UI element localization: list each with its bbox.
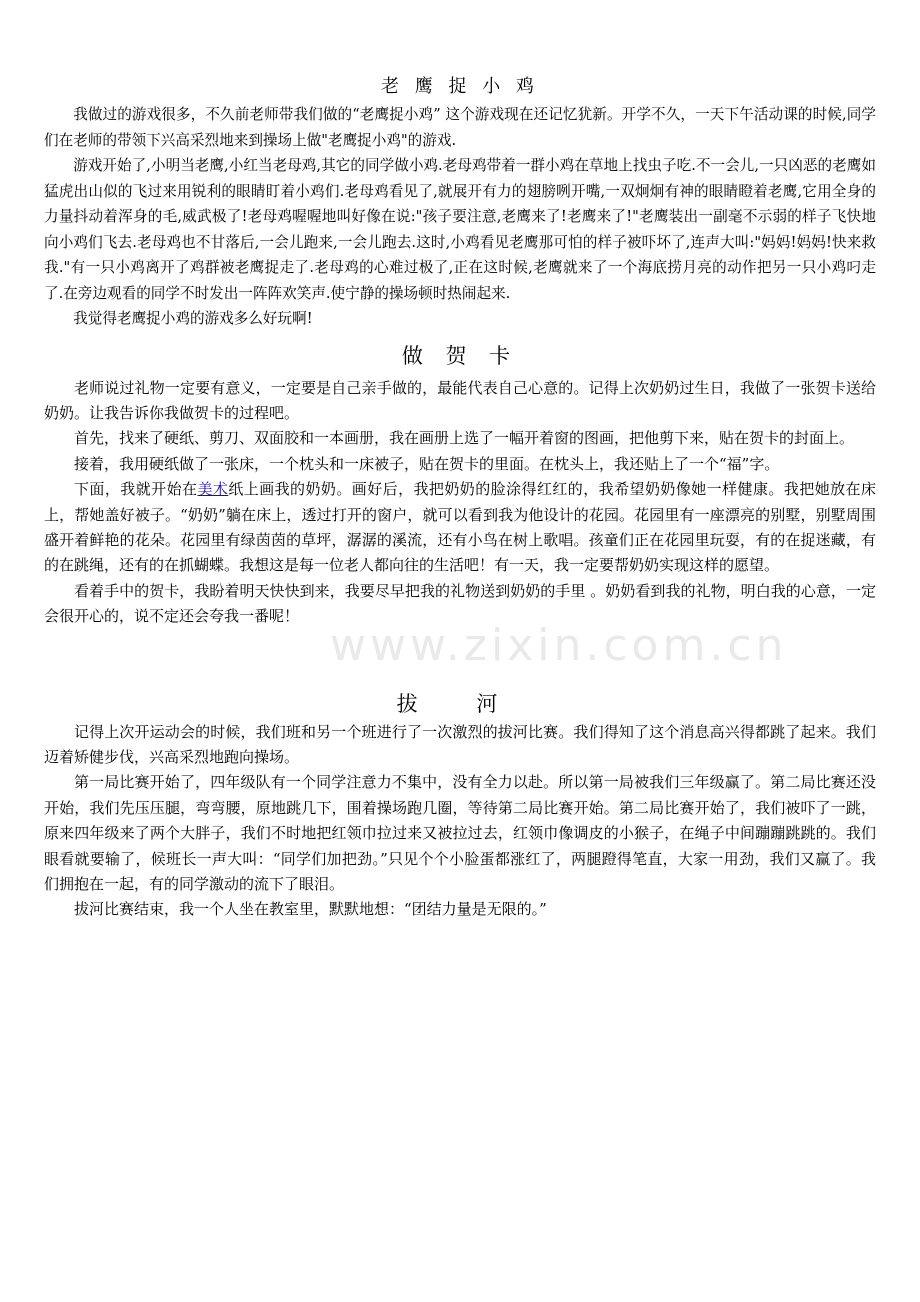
- essay-eagle-catches-chicks: [44, 72, 876, 332]
- watermark: www.zixin.com.cn: [330, 620, 788, 671]
- paragraph: 第一局比赛开始了，四年级队有一个同学注意力不集中，没有全力以赴。所以第一局被我们三年级赢了。第二局比赛还没开始，我们先压压腿，弯弯腰，原地跳几下，围着操场跑几圈，等待第二局比赛开始。第二局比赛开始了，我们被吓了一跳，原来四年级来了两个大胖子，我们不时地把红领巾拉过来又被拉过去，红领巾像调皮的小猴子，在绳子中间蹦蹦跳跳的。我们眼看就要输了，候班长一声大叫：“同学们加把劲。”只见个个小脸蛋都涨红了，两腿蹬得笔直，大家一用劲，我们又赢了。我们拥抱在一起，有的同学激动的流下了眼泪。: [44, 773, 876, 893]
- paragraph: 首先，找来了硬纸、剪刀、双面胶和一本画册，我在画册上选了一幅开着窗的图画，把他剪下来，贴在贺卡的封面上。: [74, 429, 855, 448]
- paragraph: 看着手中的贺卡，我盼着明天快快到来，我要尽早把我的礼物送到奶奶的手里 。奶奶看到我的礼物，明白我的心意，一定会很开心的，说不定还会夸我一番呢！: [44, 581, 876, 626]
- paragraph-text: 纸上画我的奶奶。画好后，我把奶奶的脸涂得红红的，我希望奶奶像她一样健康。我把她放在床上，帮她盖好被子。“奶奶”躺在床上，透过打开的窗户，就可以看到我为他设计的花园。花园里有一座漂亮的别墅，别墅周围盛开着鲜艳的花朵。花园里有绿茵茵的草坪，潺潺的溪流，还有小鸟在树上歌唱。孩童们正在花园里玩耍，有的在捉迷藏，有的在跳绳，还有的在抓蝴蝶。我想这是每一位老人都向往的生活吧！有一天，我一定要帮奶奶实现这样的愿望。: [44, 480, 876, 575]
- paragraph: 老师说过礼物一定要有意义，一定要是自己亲手做的，最能代表自己心意的。记得上次奶奶过生日，我做了一张贺卡送给奶奶。让我告诉你我做贺卡的过程吧。: [44, 378, 876, 422]
- essay-tug-of-war: [44, 688, 876, 923]
- paragraph: 记得上次开运动会的时候，我们班和另一个班进行了一次激烈的拔河比赛。我们得知了这个消息高兴得都跳了起来。我们迈着矫健步伐，兴高采烈地跑向操场。: [44, 722, 876, 766]
- document-body: [44, 72, 876, 923]
- essay-title: 拔 河: [396, 691, 524, 716]
- paragraph: 接着，我用硬纸做了一张床，一个枕头和一床被子，贴在贺卡的里面。在枕头上，我还贴上了一个“福”字。: [74, 454, 780, 473]
- essay-title: 做 贺 卡: [401, 343, 519, 368]
- paragraph: 我做过的游戏很多，不久前老师带我们做的“老鹰捉小鸡” 这个游戏现在还记忆犹新。开学不久，一天下午活动课的时候,同学们在老师的带领下兴高采烈地来到操场上做"老鹰捉小鸡"的游戏.: [44, 106, 876, 149]
- essay-greeting-card: [44, 340, 876, 630]
- paragraph-text: 下面，我就开始在: [74, 480, 198, 499]
- paragraph: [44, 477, 876, 579]
- essay-title: 老 鹰 捉 小 鸡: [381, 76, 539, 97]
- paragraph: 拔河比赛结束，我一个人坐在教室里，默默地想：“团结力量是无限的。”: [74, 900, 547, 919]
- paragraph: 我觉得老鹰捉小鸡的游戏多么好玩啊!: [73, 310, 313, 327]
- paragraph: 游戏开始了,小明当老鹰,小红当老母鸡,其它的同学做小鸡.老母鸡带着一群小鸡在草地上找虫子吃.不一会儿,一只凶恶的老鹰如猛虎出山似的飞过来用锐利的眼睛盯着小鸡们.老母鸡看见了,就展开有力的翅膀咧开嘴,一双炯炯有神的眼睛瞪着老鹰,它用全身的力量抖动着浑身的毛,威武极了!老母鸡喔喔地叫好像在说:"孩子要注意,老鹰来了!老鹰来了!"老鹰装出一副毫不示弱的样子飞快地向小鸡们飞去.老母鸡也不甘落后,一会儿跑来,一会儿跑去.这时,小鸡看见老鹰那可怕的样子被吓坏了,连声大叫:"妈妈!妈妈!快来救我."有一只小鸡离开了鸡群被老鹰捉走了.老母鸡的心难过极了,正在这时候,老鹰就来了一个海底捞月亮的动作把另一只小鸡叼走了.在旁边观看的同学不时发出一阵阵欢笑声.使宁静的操场顿时热闹起来.: [44, 157, 876, 302]
- art-link[interactable]: 美术: [197, 480, 229, 499]
